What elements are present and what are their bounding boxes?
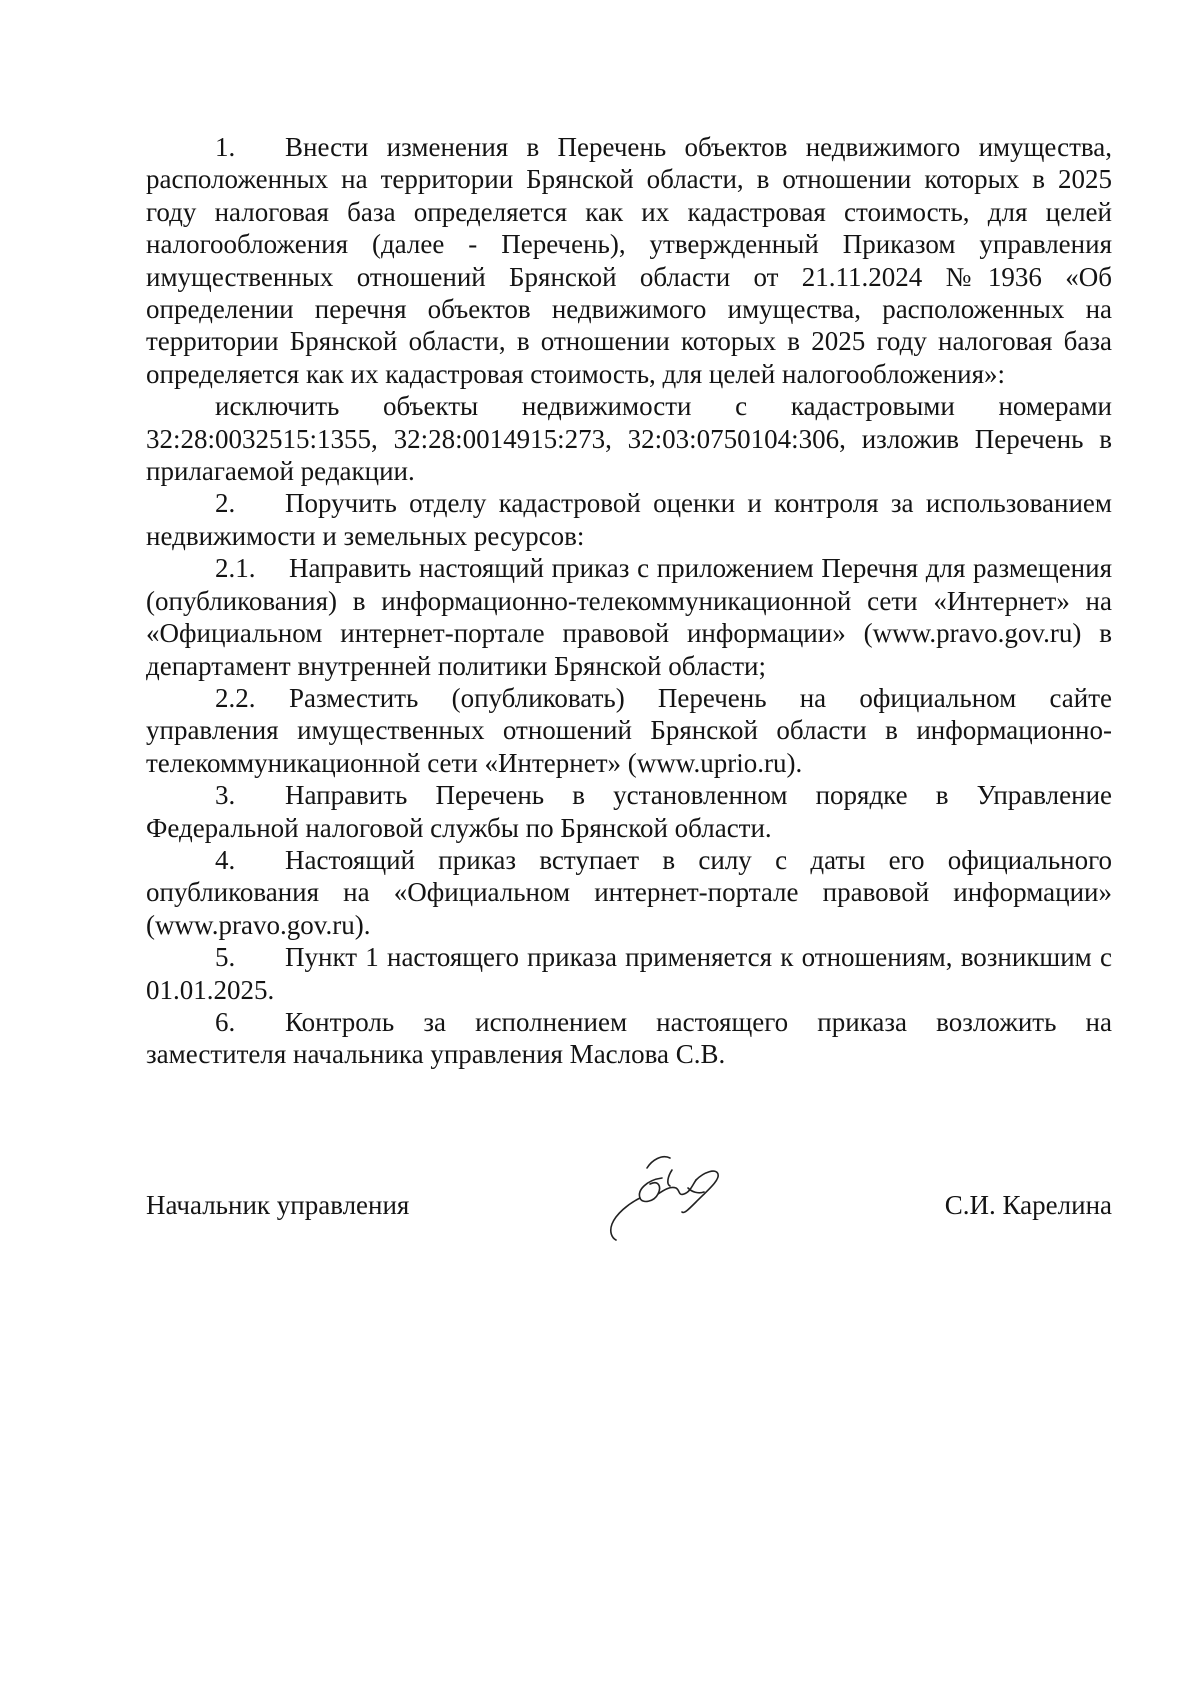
paragraph-3 bbox=[146, 779, 1112, 844]
paragraph-number: 3. bbox=[215, 780, 236, 811]
paragraph-text: Направить Перечень в установленном порядке в Управление Федеральной налоговой службы по Брянской области. bbox=[146, 780, 1112, 843]
paragraph-1 bbox=[146, 131, 1112, 390]
document-body bbox=[146, 131, 1112, 1071]
paragraph-2-1 bbox=[146, 552, 1112, 682]
paragraph-6 bbox=[146, 1006, 1112, 1071]
signatory-position: Начальник управления bbox=[146, 1190, 410, 1220]
paragraph-text: Внести изменения в Перечень объектов недвижимого имущества, расположенных на территории Брянской области, в отношении которых в 2025 году налоговая база определяется как их кадастровая стоимость, для целей налогообложения (далее - Перечень), утвержденный Приказом управления имущественных отношений Брянской области от 21.11.2024 №1936 «Об определении перечня объектов недвижимого имущества, расположенных на территории Брянской области, в отношении которых в 2025 году налоговая база определяется как их кадастровая стоимость, для целей налогообложения»: bbox=[146, 132, 1112, 389]
paragraph-text: Контроль за исполнением настоящего приказа возложить на заместителя начальника управления Маслова С.В. bbox=[146, 1006, 1112, 1070]
paragraph-number: 5. bbox=[215, 942, 236, 973]
paragraph-text: Поручить отделу кадастровой оценки и контроля за использованием недвижимости и земельных ресурсов: bbox=[146, 488, 1112, 551]
paragraph-number: 1. bbox=[215, 132, 236, 162]
signatory-name: С.И. Карелина bbox=[944, 1190, 1112, 1220]
paragraph-text: Пункт 1 настоящего приказа применяется к отношениям, возникшим с 01.01.2025. bbox=[146, 942, 1112, 1005]
paragraph-number: 2.1. bbox=[215, 553, 256, 584]
paragraph-1-exclusion bbox=[146, 390, 1112, 487]
paragraph-text: Направить настоящий приказ с приложением Перечня для размещения (опубликования) в информационно-телекоммуникационной сети «Интернет» на «Официальном интернет-портале правовой информации» (www.pravo.gov.ru) в департамент внутренней политики Брянской области; bbox=[146, 553, 1112, 681]
signature-block bbox=[146, 1180, 1112, 1260]
paragraph-text: Разместить (опубликовать) Перечень на официальном сайте управления имущественных отношений Брянской области в информационно-телекоммуникационной сети «Интернет» (www.uprio.ru). bbox=[146, 682, 1112, 778]
paragraph-5 bbox=[146, 941, 1112, 1006]
paragraph-2-2 bbox=[146, 682, 1112, 779]
paragraph-text: Настоящий приказ вступает в силу с даты его официального опубликования на «Официальном интернет-портале правовой информации» (www.pravo.gov.ru). bbox=[146, 844, 1112, 940]
paragraph-text: исключить объекты недвижимости с кадастровыми номерами 32:28:0032515:1355, 32:28:0014915:273, 32:03:0750104:306, изложив Перечень в прилагаемой редакции. bbox=[146, 391, 1112, 487]
paragraph-number: 2. bbox=[215, 488, 236, 519]
paragraph-4 bbox=[146, 844, 1112, 941]
paragraph-number: 2.2. bbox=[215, 682, 256, 713]
paragraph-number: 4. bbox=[215, 844, 236, 875]
handwritten-signature bbox=[592, 1140, 752, 1250]
paragraph-number: 6. bbox=[215, 1006, 236, 1037]
paragraph-2 bbox=[146, 487, 1112, 552]
